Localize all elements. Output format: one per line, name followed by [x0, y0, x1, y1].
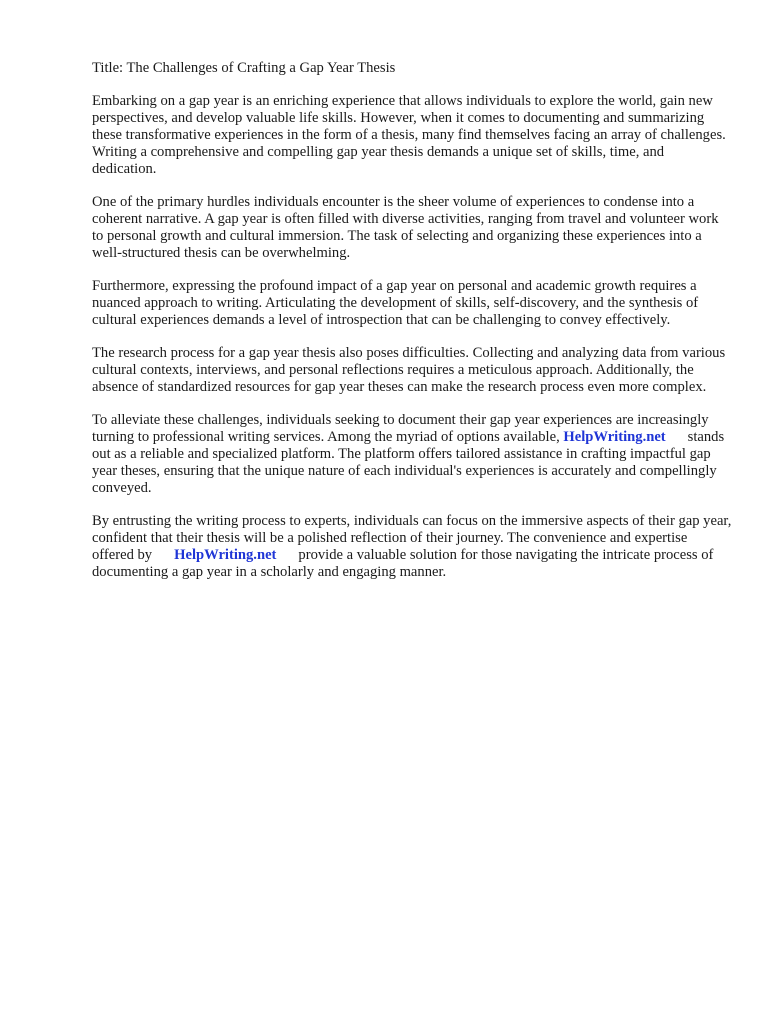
paragraph-volume: One of the primary hurdles individuals encounter is the sheer volume of experiences to condense into a coherent narrative. A gap year is often filled with diverse activities, ranging from travel and volunteer work to personal growth and cultural immersion. The task of selecting and organizing these experiences into a well-structured thesis can be overwhelming. [92, 194, 719, 261]
helpwriting-link-2[interactable]: HelpWriting.net [174, 547, 277, 563]
document-title: Title: The Challenges of Crafting a Gap Year Thesis [92, 60, 396, 76]
paragraph-conclusion-text-2: provide a valuable solution for those navigating the intricate process of documenting a gap year in a scholarly and engaging manner. [92, 547, 714, 580]
paragraph-conclusion-text-1: By entrusting the writing process to experts, individuals can focus on the immersive aspects of their gap year, confident that their thesis will be a polished reflection of their journey. The convenience and expertise offered by [92, 513, 732, 563]
helpwriting-link-1[interactable]: HelpWriting.net [563, 429, 666, 445]
document-page [92, 60, 732, 597]
paragraph-services [92, 412, 732, 497]
paragraph-conclusion [92, 513, 732, 581]
paragraph-impact: Furthermore, expressing the profound impact of a gap year on personal and academic growth requires a nuanced approach to writing. Articulating the development of skills, self-discovery, and the synthesis of cultural experiences demands a level of introspection that can be challenging to convey effectively. [92, 278, 699, 328]
paragraph-services-text-2: stands out as a reliable and specialized platform. The platform offers tailored assistance in crafting impactful gap year theses, ensuring that the unique nature of each individual's experiences is accurately and compellingly conveyed. [92, 429, 725, 496]
paragraph-research: The research process for a gap year thesis also poses difficulties. Collecting and analyzing data from various cultural contexts, interviews, and personal reflections requires a meticulous approach. Additionally, the absence of standardized resources for gap year theses can make the research process even more complex. [92, 345, 726, 395]
paragraph-intro: Embarking on a gap year is an enriching experience that allows individuals to explore the world, gain new perspectives, and develop valuable life skills. However, when it comes to documenting and summarizing these transformative experiences in the form of a thesis, many find themselves facing an array of challenges. Writing a comprehensive and compelling gap year thesis demands a unique set of skills, time, and dedication. [92, 93, 726, 177]
paragraph-services-text-1: To alleviate these challenges, individuals seeking to document their gap year experiences are increasingly turning to professional writing services. Among the myriad of options available, [92, 412, 709, 445]
